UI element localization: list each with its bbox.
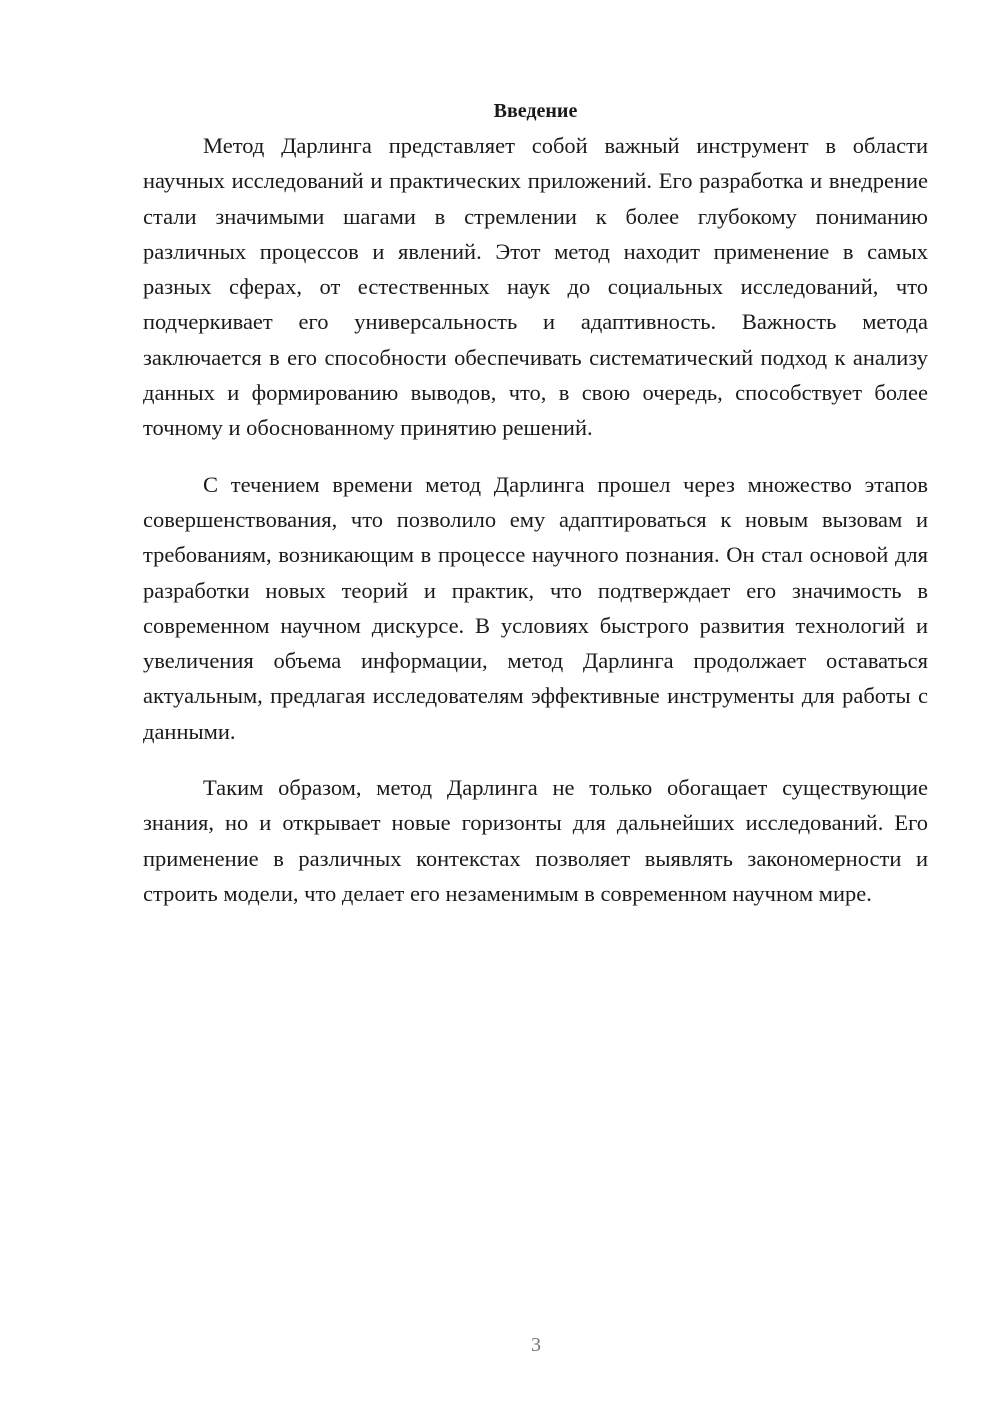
paragraph-2: С течением времени метод Дарлинга прошел через множество этапов совершенствования, что позволило ему адаптироваться к новым вызовам и требованиям, возникающим в процессе научного познания. Он стал основой для разработки новых теорий и практик, что подтверждает его значимость в современном научном дискурсе. В условиях быстрого развития технологий и увеличения объема информации, метод Дарлинга продолжает оставаться актуальным, предлагая исследователям эффективные инструменты для работы с данными. [143, 471, 928, 744]
section-heading: Введение [493, 100, 578, 122]
page-content [143, 96, 928, 932]
page-number: 3 [531, 1334, 541, 1356]
paragraph-1: Метод Дарлинга представляет собой важный инструмент в области научных исследований и практических приложений. Его разработка и внедрение стали значимыми шагами в стремлении к более глубокому пониманию различных процессов и явлений. Этот метод находит применение в самых разных сферах, от естественных наук до социальных исследований, что подчеркивает его универсальность и адаптивность. Важность метода заключается в его способности обеспечивать систематический подход к анализу данных и формированию выводов, что, в свою очередь, способствует более точному и обоснованному принятию решений. [143, 133, 928, 441]
paragraph-3: Таким образом, метод Дарлинга не только обогащает существующие знания, но и открывает новые горизонты для дальнейших исследований. Его применение в различных контекстах позволяет выявлять закономерности и строить модели, что делает его незаменимым в современном научном мире. [143, 775, 928, 906]
